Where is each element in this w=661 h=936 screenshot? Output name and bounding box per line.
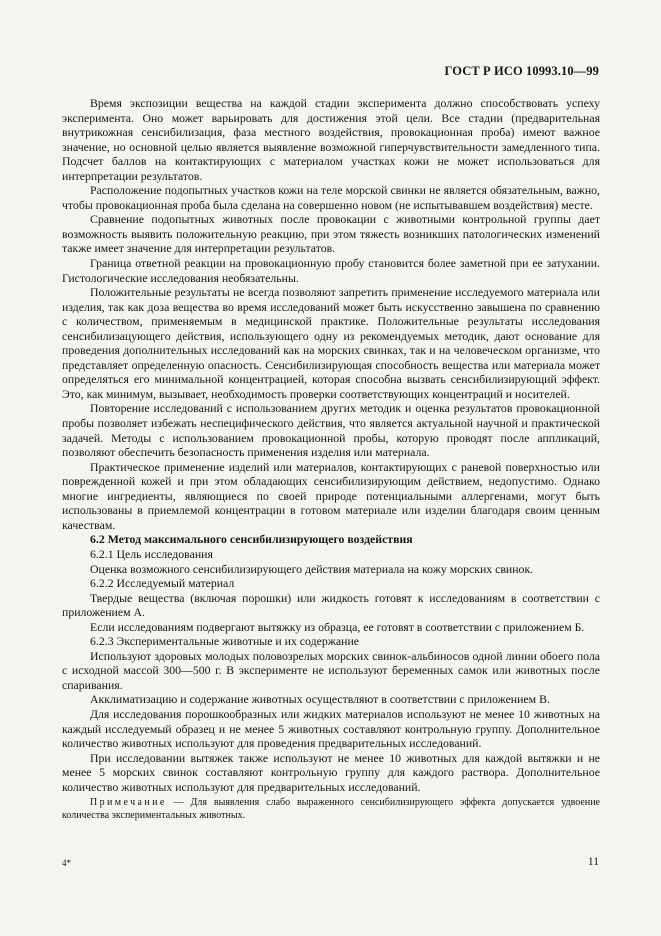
paragraph: Расположение подопытных участков кожи на теле морской свинки не является обязательным, важно, чтобы провокационная проба была сделана на совершенно новом (не испытывавшем воздействия) месте. (62, 183, 600, 212)
document-body (62, 96, 600, 822)
subsection-heading: 6.2.1 Цель исследования (90, 546, 213, 561)
note (62, 797, 600, 822)
note-text: — Для выявления слабо выраженного сенсибилизирующего эффекта допускается удвоение количества экспериментальных животных. (62, 797, 600, 821)
note-label: Примечание (90, 797, 167, 809)
paragraph: Время экспозиции вещества на каждой стадии эксперимента должно способствовать успеху эксперимента. Оно может варьировать для достижения этой цели. Все стадии (предварительная внутрикожная сенсибилизация, фаза местного воздействия, провокационная проба) имеют важное значение, но основной целью является выявление возможной гиперчувствительности замедленного типа. Подсчет баллов на контактирующих с материалом участках кожи не может использоваться для интерпретации результатов. (62, 96, 600, 183)
paragraph: Граница ответной реакции на провокационную пробу становится более заметной при ее затухании. Гистологические исследования необязательны. (62, 256, 600, 285)
paragraph: Твердые вещества (включая порошки) или жидкость готовят к исследованиям в соответствии с приложением А. (62, 590, 600, 620)
paragraph: Повторение исследований с использованием других методик и оценка результатов провокационной пробы позволяет избежать неспецифического действия, что является актуальной научной и практической задачей. Методы с использованием провокационной пробы, которую проводят после аппликаций, позволяют обеспечить безопасность применения изделия или материала. (62, 401, 600, 460)
paragraph: Акклиматизацию и содержание животных осуществляют в соответствии с приложением В. (90, 692, 550, 707)
subsection-heading: 6.2.3 Экспериментальные животные и их содержание (90, 634, 359, 649)
standard-title: ГОСТ Р ИСО 10993.10—99 (444, 64, 599, 78)
paragraph: Практическое применение изделий или материалов, контактирующих с раневой поверхностью или поврежденной кожей и при этом обладающих сенсибилизирующим действием, недопустимо. Однако многие ингредиенты, являющиеся по своей природе потенциальными аллергенами, могут быть использованы в приемлемой концентрации в готовом материале или изделии благодаря своим ценным качествам. (62, 459, 600, 532)
sheet-mark: 4* (62, 858, 71, 868)
page-number: 11 (587, 856, 599, 868)
paragraph: Если исследованиям подвергают вытяжку из образца, ее готовят в соответствии с приложением Б. (90, 619, 585, 634)
paragraph: Для исследования порошкообразных или жидких материалов используют не менее 10 животных на каждый исследуемый образец и не менее 5 животных составляют контрольную группу. Дополнительное количество животных используют для проведения предварительных исследований. (62, 706, 600, 751)
paragraph: Используют здоровых молодых половозрелых морских свинок-альбиносов одной линии обоего пола с исходной массой 300—500 г. В эксперименте не используют беременных самок или животных после спаривания. (62, 648, 600, 692)
paragraph: При исследовании вытяжек также используют не менее 10 животных для каждой вытяжки и не менее 5 морских свинок составляют контрольную группу для каждого раствора. Дополнительное количество животных используют для предварительных исследований. (62, 750, 600, 794)
subsection-heading: 6.2.2 Исследуемый материал (90, 576, 235, 591)
paragraph: Сравнение подопытных животных после провокации с животными контрольной группы дает возможность выявить положительную реакцию, при этом тяжесть возникших патологических изменений также имеет значение для интерпретации результатов. (62, 212, 600, 256)
paragraph: Положительные результаты не всегда позволяют запретить применение исследуемого материала или изделия, так как доза вещества во время исследований может быть искусственно завышена по сравнению с количеством, применяемым в медицинской практике. Положительные результаты исследования сенсибилизацующего действия, использующего одну из рекомендуемых методик, дают основание для проведения дополнительных исследований как на морских свинках, так и на человеческом организме, что представляет определенную опасность. Сенсибилизирующая способность вещества или материала может определяться его минимальной концентрацией, которая способна вызвать сенсибилизирующий эффект. Это, как минимум, вызывает, необходимость проверки соответствующих концентраций и носителей. (62, 285, 600, 401)
paragraph: Оценка возможного сенсибилизирующего действия материала на кожу морских свинок. (90, 561, 534, 576)
section-heading: 6.2 Метод максимального сенсибилизирующего воздействия (90, 532, 413, 547)
